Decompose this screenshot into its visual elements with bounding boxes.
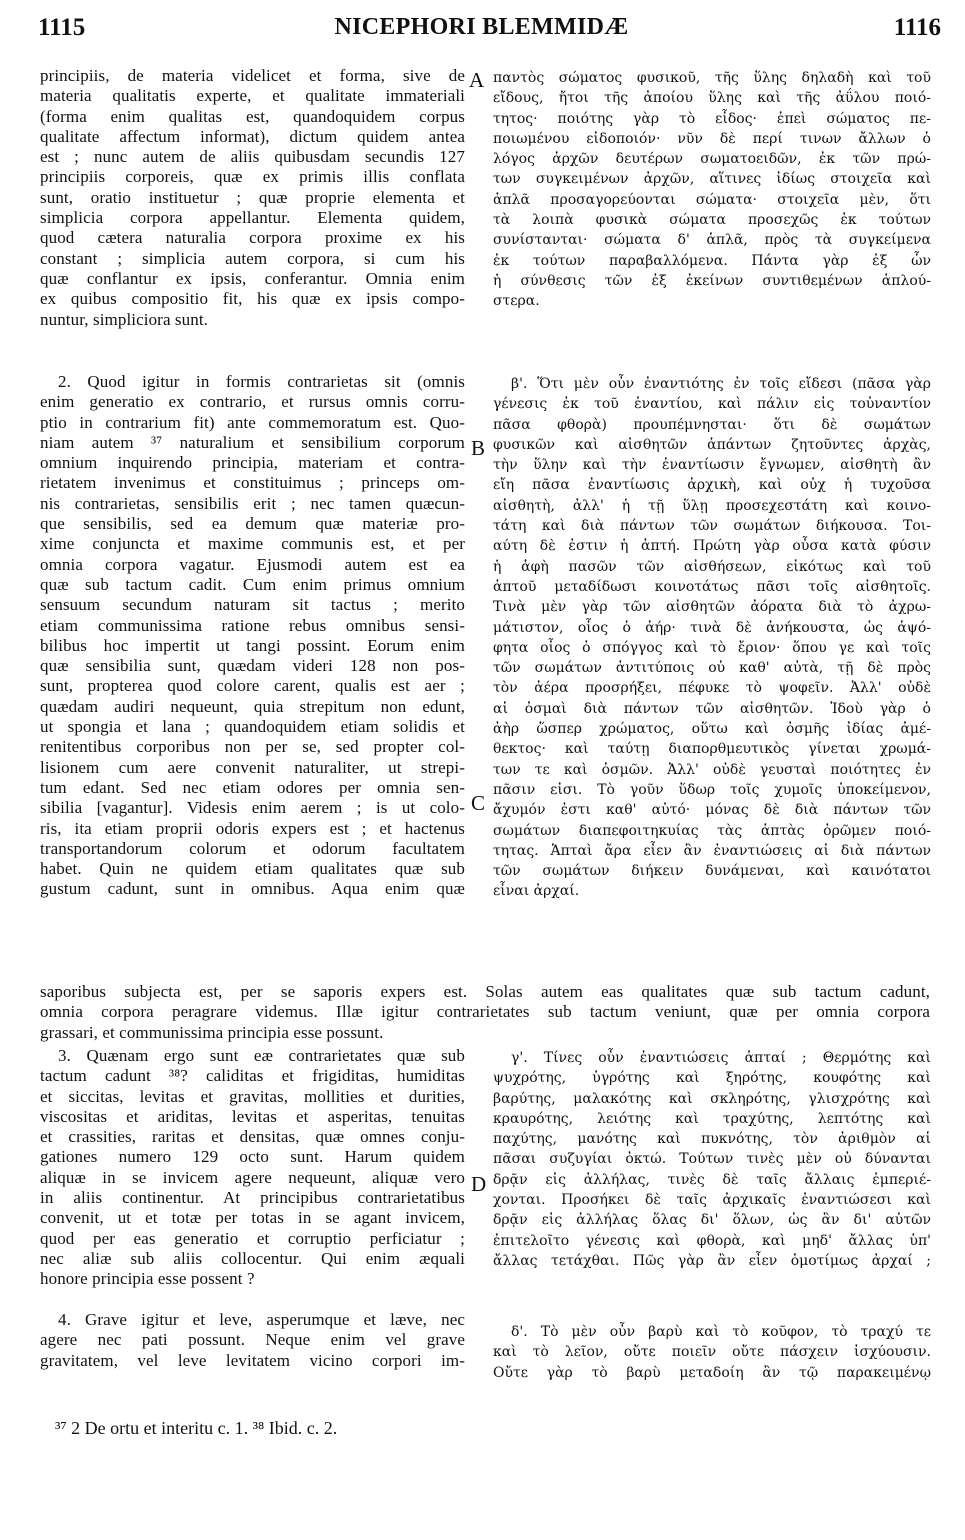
text-line: ptio in contrarium fit) ante commemoratum est. Quo- [40, 412, 465, 432]
text-line: ἁπτοῦ μεταδίδωσι κοινοτάτως πᾶσι τοῖς αἰσθητοῖς. [493, 578, 931, 595]
text-line: nuntur, simpliciora sunt. [40, 309, 209, 329]
text-line: materia qualitatis experte, et qualitate immateriali [40, 86, 465, 106]
text-line: ex quibus compositio fit, his quæ ex ipsis compo- [40, 289, 465, 309]
text-line: habet. Quin ne quidem etiam qualitates quæ sub [40, 859, 465, 879]
latin-column-4 [40, 1310, 465, 1371]
text-line: ἐκ τούτων παραβαλλόμενα. Πάντα γὰρ ἐξ ὧν [493, 252, 931, 269]
text-line: transportandorum colorum et odorum facultatem [40, 838, 465, 858]
text-line: γ'. Τίνες οὖν ἐναντιώσεις ἁπταί ; Θερμότης καὶ [511, 1050, 931, 1066]
text-line: ἁπλᾶ προσαγορεύονται σώματα· στοιχεῖα μὲν, ὅτι [493, 191, 931, 208]
text-line: ἐπιτελοῖτο γένεσις καὶ φθορὰ, καὶ μηδ' ἄλλας ὑπ' [493, 1232, 931, 1249]
text-line: τητας. Ἁπταὶ ἄρα εἶεν ἂν ἐναντιώσεις αἱ διὰ πάντων [493, 842, 931, 859]
text-line: gationes numero 129 octo sunt. Harum quidem [40, 1147, 465, 1167]
footnote: ³⁷ 2 De ortu et interitu c. 1. ³⁸ Ibid. c. 2. [55, 1418, 338, 1438]
text-line: αἰσθητὴ, ἀλλ' ἡ τῇ ὕλῃ προσεχεστάτη καὶ κοινο- [493, 497, 931, 514]
greek-column-1 [493, 68, 931, 312]
text-line: τητος· ποιότης γὰρ τὸ εἶδος· ἐπεὶ σώματος πε- [493, 110, 931, 127]
text-line: κραυρότης, λειότης καὶ τραχύτης, λεπτότης καὶ [493, 1110, 931, 1127]
text-line: φητα οἷος ὁ σπόγγος καὶ τὸ ἔριον· ὅπου γε καὶ τοῖς [493, 639, 931, 656]
text-line: gravitatem, vel leve levitatem vicino corpori im- [40, 1350, 465, 1370]
text-line: gustum cadunt, sunt in omnibus. Aqua enim quæ [40, 879, 465, 899]
text-line: omnia corpora peragrare videmus. Illæ igitur contrarietates sub tactum veniunt, quæ per omnia corpora [40, 1002, 930, 1022]
text-line: ἡ σύνθεσις τῶν ἐξ ἐκείνων συντιθεμένων ἁπλού- [493, 272, 931, 289]
text-line: agere nec pati possunt. Neque enim vel grave [40, 1330, 465, 1350]
text-line: nis contrarietas, sensibilis erit ; nec tamen quæcun- [40, 493, 465, 513]
text-line: convenit, ut et totæ per totas in se agant invicem, [40, 1208, 465, 1228]
text-line: que sensibilis, sed ea demum quæ materiæ pro- [40, 514, 465, 534]
text-line: lisionem cum aere convenit naturaliter, ut strepi- [40, 757, 465, 777]
text-line: ἄχυμόν ἐστι καθ' αὑτό· μόνας δὲ διὰ πάντων τῶν [493, 802, 931, 819]
text-line: constant ; simplicia autem corpora, si cum his [40, 248, 465, 268]
text-line: μάτιστον, οἷος ὁ ἀήρ· τινὰ δὲ ἀνήκουστα, ὡς ἀψό- [493, 619, 931, 636]
text-line: (forma enim qualitas est, quandoquidem corpus [40, 106, 465, 126]
text-line: rietatem invenimus et constituimus ; princeps om- [40, 473, 465, 493]
text-line: sensuum secundum naturam sit tactus ; merito [40, 595, 465, 615]
text-line: quæ conflantur ex ipsis, conferantur. Omnia enim [40, 268, 465, 288]
margin-marker-a: A [469, 68, 485, 92]
text-line: παχύτης, μανότης καὶ πυκνότης, τὸν ἀριθμὸν αἱ [493, 1131, 931, 1148]
text-line: quæ sub tactum cadit. Cum enim primus omnium [40, 574, 465, 594]
text-line: et siccitas, levitas et gravitas, mollities et durities, [40, 1086, 465, 1106]
text-line: των τε καὶ ὀσμῶν. Ἀλλ' οὐδὲ γευσταὶ ποιότητες ἐν [493, 761, 931, 778]
text-line: εἴδους, ἤτοι τῆς ἀποίου ὕλης καὶ τῆς ἀΰλου ποιό- [493, 90, 931, 107]
text-line: sibilia [vagantur]. Videsis enim aerem ; is ut colo- [40, 798, 465, 818]
text-line: 3. Quænam ergo sunt eæ contrarietates quæ sub [58, 1046, 465, 1065]
text-line: τὰ λοιπὰ φυσικὰ σώματα προσεχῶς ἐκ τούτων [493, 212, 931, 229]
greek-column-3 [493, 1048, 931, 1271]
text-line: honore principia esse possent ? [40, 1269, 255, 1289]
text-line: sunt, propterea quod colore carent, qualis est aer ; [40, 676, 465, 696]
text-line: εἶναι ἀρχαί. [493, 883, 580, 900]
text-line: παντὸς σώματος φυσικοῦ, τῆς ὕλης δηλαδὴ καὶ τοῦ [493, 70, 931, 86]
greek-column-2 [493, 374, 931, 902]
page-number-left: 1115 [38, 14, 86, 41]
greek-column-4 [493, 1322, 931, 1383]
text-line: γένεσις ἐκ τοῦ ἐναντίου, καὶ πάλιν εἰς τοὐναντίον [493, 396, 931, 413]
text-line: πᾶσαι συζυγίαι ὀκτώ. Τούτων τινὲς μὲν οὐ δύνανται [493, 1151, 931, 1168]
text-line: σωμάτων διαπεφοιτηκυίας τὰς ἁπτὰς ὁρῶμεν ποιό- [493, 822, 931, 839]
text-line: simplicia corpora appellantur. Elementa quidem, [40, 208, 465, 228]
text-line: δ'. Τὸ μὲν οὖν βαρὺ καὶ τὸ κοῦφον, τὸ τραχύ τε [511, 1324, 931, 1340]
text-line: αἱ ὀσμαὶ διὰ πάντων τῶν αἰσθητῶν. Ἰδοὺ γὰρ ὁ [493, 700, 931, 717]
text-line: αύτη δὲ ἐστιν ἡ ἁπτή. Πρώτη γὰρ οὖσα κατὰ φύσιν [493, 538, 931, 555]
text-line: ris, ita etiam proprii odoris expers est ; et hactenus [40, 818, 465, 838]
text-line: omnia corpora vagatur. Ejusmodi autem est ea [40, 554, 465, 574]
text-line: ut spongia et lana ; quandoquidem etiam solidis et [40, 717, 465, 737]
text-line: τῶν σωμάτων ἀντιτύποις οὐ καθ' αὐτὰ, τῇ δὲ πρὸς [493, 660, 931, 677]
latin-column-1 [40, 66, 465, 330]
text-line: καὶ τὸ λεῖον, οὔτε ποιεῖν οὔτε πάσχειν ἰσχύουσιν. [493, 1344, 931, 1361]
text-line: βαρύτης, μαλακότης καὶ σκληρότης, γλισχρότης καὶ [493, 1090, 931, 1107]
text-line: niam autem ³⁷ naturalium et sensibilium corporum [40, 432, 465, 452]
text-line: principiis corporeis, quæ ex primis illis conflata [40, 167, 465, 187]
text-line: θεκτος· καὶ ταύτῃ διαπορθμευτικὸς γίνεται χρωμά- [493, 741, 931, 758]
text-line: grassari, et communissima principia esse possunt. [40, 1022, 384, 1042]
text-line: χονται. Προσήκει δὲ ταῖς ἀρχικαῖς ἐναντιώσεσι καὶ [493, 1192, 931, 1209]
latin-column-2 [40, 372, 465, 900]
page-number-right: 1116 [893, 14, 941, 41]
text-line: εἴη πᾶσα ἐναντίωσις ἀρχικὴ, καὶ οὐχ ἡ τυχοῦσα [493, 477, 931, 494]
text-line: in aliis continentur. At principibus contrarietatibus [40, 1188, 465, 1208]
text-line: 4. Grave igitur et leve, asperumque et læve, nec [58, 1310, 465, 1329]
text-line: ἄλλας τετάχθαι. Πῶς γὰρ ἂν εἶεν ὁμοτίμως ἀρχαί ; [493, 1252, 931, 1269]
text-line: στερα. [493, 293, 540, 310]
text-line: τὸν ἀέρα προσρήξει, πέφυκε τὸ ψοφεῖν. Ἀλλ' οὐδὲ [493, 680, 931, 697]
text-line: enim generatio ex contrario, et rursus omnis corru- [40, 392, 465, 412]
text-line: Τινὰ μὲν γὰρ τῶν αἰσθητῶν ἀόρατα διὰ τὸ ἀχρω- [493, 599, 931, 616]
margin-marker-d: D [471, 1172, 487, 1196]
text-line: quod per eas generatio et corruptio perficiatur ; [40, 1228, 465, 1248]
text-line: ἀὴρ ὥσπερ χρώματος, οὕτω καὶ ὀσμῆς ἰδίας ἀμέ- [493, 721, 931, 738]
text-line: et crassities, raritas et densitas, quæ omnes conju- [40, 1127, 465, 1147]
text-line: Οὔτε γὰρ τὸ βαρὺ μεταδοίη ἂν τῷ παρακειμένῳ [493, 1364, 931, 1381]
text-line: aliquæ in se invicem agere nequeunt, aliquæ vero [40, 1167, 465, 1187]
text-line: 2. Quod igitur in formis contrarietas sit (omnis [58, 372, 465, 391]
text-line: δρᾷν εἰς ἀλλήλας, τινὲς δὲ ταῖς ἄλλαις ἐμπεριέ- [493, 1171, 931, 1188]
text-line: δρᾷν εἰς ἀλλήλας ὅλας δι' ὅλων, ὡς ἂν δι' αὐτῶν [493, 1212, 931, 1229]
text-line: nec aliæ sub aliis collocentur. Qui enim æquali [40, 1248, 465, 1268]
text-line: ψυχρότης, ὑγρότης καὶ ξηρότης, κουφότης καὶ [493, 1070, 931, 1087]
text-line: των συγκειμένων ἀρχῶν, αἵτινες ἰδίως στοιχεῖα καὶ [493, 171, 931, 188]
text-line: omnium inquirendo principia, materiam et contra- [40, 453, 465, 473]
text-line: tum edant. Sed nec etiam odores per omnia sen- [40, 777, 465, 797]
text-line: viscositas et ariditas, levitas et asperitas, tenuitas [40, 1106, 465, 1126]
text-line: qualitate affectum informat), dictum quidem antea [40, 126, 465, 146]
text-line: saporibus subjecta est, per se saporis expers est. Solas autem eas qualitates quæ sub tactum cadunt, [40, 982, 930, 1001]
margin-marker-c: C [471, 791, 486, 815]
text-line: principiis, de materia videlicet et forma, sive de [40, 66, 465, 85]
text-line: quæ sensibilia sunt, quædam videri 128 non pos- [40, 656, 465, 676]
text-line: renitentibus corporibus non per se, sed propter col- [40, 737, 465, 757]
text-line: quod cætera naturalia corpora proxime ex his [40, 228, 465, 248]
margin-marker-b: B [471, 436, 486, 460]
text-line: ποιωμένου εἰδοποιόν· νῦν δὲ περί τινων ἄλλων ὁ [493, 130, 931, 147]
text-line: τάτη καὶ διὰ πάντων τῶν σωμάτων διήκουσα. Τοι- [493, 518, 931, 535]
latin-full-width [40, 982, 930, 1043]
text-line: tactum cadunt ³⁸? caliditas et frigiditas, humiditas [40, 1066, 465, 1086]
text-line: xime conjuncta et maxime communis est, et per [40, 534, 465, 554]
latin-column-3 [40, 1046, 465, 1290]
text-line: τὴν ὕλην καὶ τὴν ἐναντίωσιν ἔγνωμεν, αἰσθητὴ ἂν [493, 457, 931, 474]
running-title: NICEPHORI BLEMMIDÆ [334, 14, 629, 40]
text-line: λόγος ἀρχῶν δευτέρων σωματοειδῶν, ἐκ τῶν πρώ- [493, 151, 931, 168]
text-line: sunt, oratio instituetur ; quæ proprie elementa et [40, 187, 465, 207]
text-line: συνίστανται· σώματα δ' ἁπλᾶ, πρὸς τὰ συγκείμενα [493, 232, 931, 249]
text-line: τῶν σωμάτων διήκειν δυνάμεναι, καὶ καινότατοι [493, 863, 931, 880]
text-line: πᾶσιν εἰσι. Τὸ γοῦν ὕδωρ τοῖς χυμοῖς ὑποκείμενον, [493, 781, 931, 798]
text-line: φυσικῶν καὶ αἰσθητῶν ἁπάντων ζητοῦντες ἀρχὰς, [493, 436, 931, 453]
text-line: πᾶσα φθορὰ) προυπέμνησται· ὅτι δὲ σωμάτων [493, 416, 931, 433]
text-line: quædam audiri nequeunt, quia strepitum non edunt, [40, 696, 465, 716]
page-header [20, 10, 943, 40]
text-line: β'. Ὅτι μὲν οὖν ἐναντιότης ἐν τοῖς εἴδεσι (πᾶσα γὰρ [511, 376, 931, 392]
text-line: etiam communissima ratione rebus omnibus sensi- [40, 615, 465, 635]
text-line: bilibus hoc impertit ut tangi possint. Eorum enim [40, 635, 465, 655]
text-line: ἡ ἁφὴ πασῶν τῶν αἰσθήσεων, εἰκότως καὶ τοῦ [493, 558, 931, 575]
text-line: est ; nunc autem de aliis quibusdam secundis 127 [40, 147, 465, 167]
